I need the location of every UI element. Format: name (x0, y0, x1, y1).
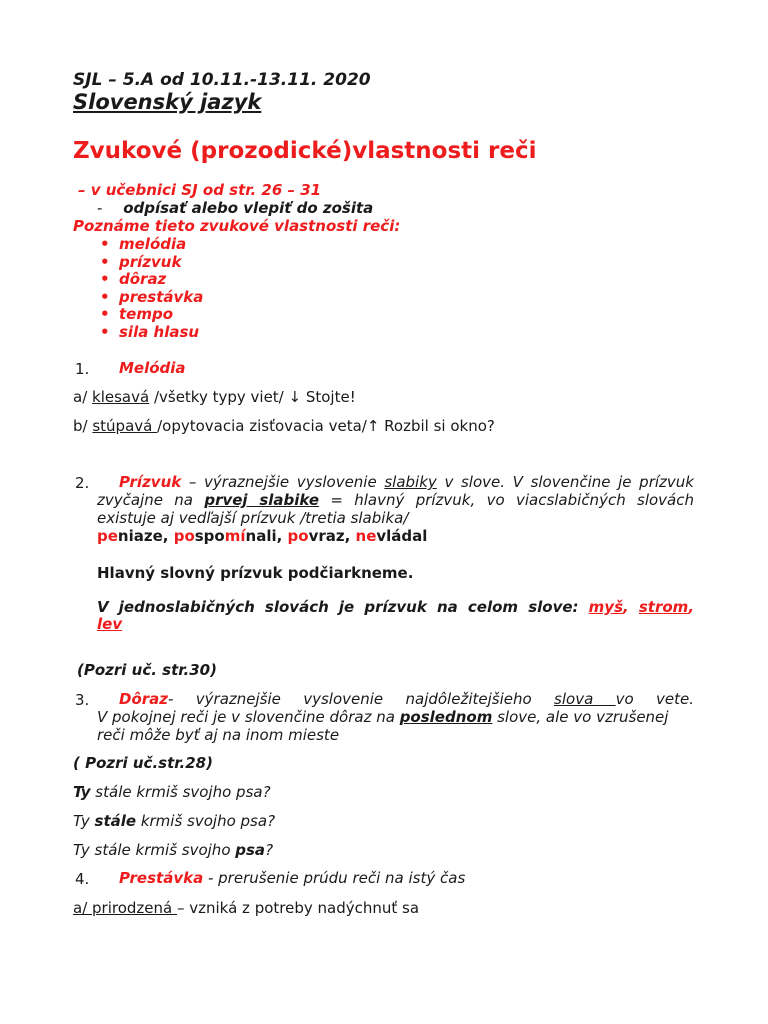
header-line-2: Slovenský jazyk (73, 90, 262, 114)
intro-dash: - (97, 199, 103, 217)
section-1-number: 1. (75, 360, 90, 378)
pause-def-line: Prestávka - prerušenie prúdu reči na istý čas (119, 869, 466, 887)
emphasis-example-2: Ty stále krmiš svojho psa? (73, 812, 276, 830)
intro-heading: Poznáme tieto zvukové vlastnosti reči: (73, 217, 401, 235)
emphasis-def-line-1: Dôraz- výraznejšie vyslovenie najdôležitejšieho slova vo vete. (119, 690, 694, 708)
list-item: • melódia (73, 235, 203, 253)
emphasis-example-1: Ty stále krmiš svojho psa? (73, 783, 271, 801)
melody-falling-line: a/ klesavá /všetky typy viet/ ↓ Stojte! (73, 388, 356, 406)
section-1-title: Melódia (119, 359, 186, 377)
intro-task: odpísať alebo vlepiť do zošita (123, 199, 374, 217)
list-item: • prestávka (73, 288, 203, 306)
section-4-title: Prestávka (119, 869, 204, 887)
pause-natural-line: a/ prirodzená – vzniká z potreby nadýchnuť sa (73, 899, 420, 917)
list-item: • prízvuk (73, 253, 203, 271)
accent-examples: peniaze, pospomínali, povraz, nevládal (97, 527, 428, 545)
section-3-title: Dôraz (119, 690, 169, 708)
rising-term: stúpavá (92, 417, 158, 435)
section-2-title: Prízvuk (119, 473, 182, 491)
section-3-number: 3. (75, 691, 90, 709)
emphasis-def-line-3: reči môže byť aj na inom mieste (97, 726, 340, 744)
header-line-1: SJL – 5.A od 10.11.-13.11. 2020 (73, 70, 371, 90)
accent-def-line-2: zvyčajne na prvej slabike = hlavný prízvuk, vo viacslabičných slovách (97, 491, 695, 509)
section-2-reference: (Pozri uč. str.30) (77, 661, 217, 679)
mono-rule-line: V jednoslabičných slovách je prízvuk na celom slove: myš, strom, (97, 598, 695, 616)
accent-rule: Hlavný slovný prízvuk podčiarkneme. (97, 564, 414, 582)
accent-def-line-1: Prízvuk – výraznejšie vyslovenie slabiky v slove. V slovenčine je prízvuk (119, 473, 694, 491)
list-item: • tempo (73, 305, 203, 323)
melody-rising-line: b/ stúpavá /opytovacia zisťovacia veta/↑ Rozbil si okno? (73, 417, 495, 435)
section-4-number: 4. (75, 870, 90, 888)
accent-def-line-3: existuje aj vedľajší prízvuk /tretia slabika/ (97, 509, 409, 527)
list-item: • sila hlasu (73, 323, 203, 341)
intro-task-line (97, 199, 373, 217)
section-3-reference: ( Pozri uč.str.28) (73, 754, 213, 772)
properties-list (73, 235, 203, 341)
section-2-number: 2. (75, 474, 90, 492)
intro-textbook-range: – v učebnici SJ od str. 26 – 31 (78, 181, 322, 199)
falling-term: klesavá (92, 388, 150, 406)
mono-example-lev: lev (97, 615, 123, 633)
page-title: Zvukové (prozodické)vlastnosti reči (73, 138, 537, 164)
emphasis-example-3: Ty stále krmiš svojho psa? (73, 841, 274, 859)
emphasis-def-line-2: V pokojnej reči je v slovenčine dôraz na poslednom slove, ale vo vzrušenej (97, 708, 669, 726)
list-item: • dôraz (73, 270, 203, 288)
